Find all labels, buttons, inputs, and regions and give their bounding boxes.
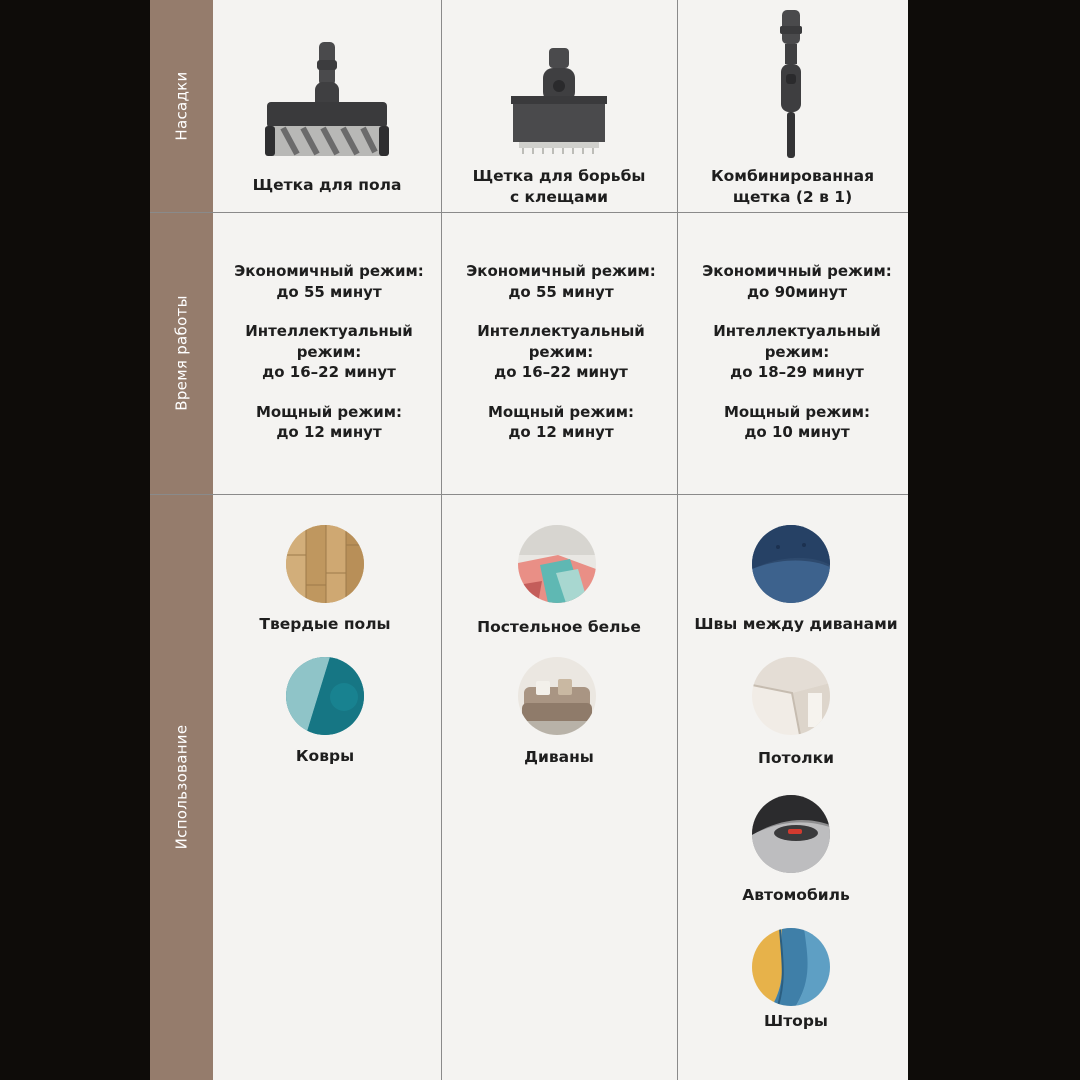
- mite-brush-icon: [503, 44, 615, 156]
- runtime-cell-mite: Экономичный режим: до 55 минут Интеллектуальный режим: до 16–22 минут Мощный режим: до 12 минут: [466, 262, 656, 441]
- smart-mode-label: Интеллектуальный: [713, 322, 881, 340]
- runtime-cell-floor: Экономичный режим: до 55 минут Интеллектуальный режим: до 16–22 минут Мощный режим: до 12 минут: [234, 262, 424, 441]
- usage-label: Постельное белье: [477, 618, 641, 636]
- nozzle-name: Комбинированная щетка (2 в 1): [710, 167, 875, 206]
- power-mode-value: до 10 минут: [744, 423, 850, 441]
- section-sidebar: [150, 0, 213, 1080]
- nozzle-name: Щетка для пола: [252, 176, 402, 194]
- usage-label: Диваны: [524, 748, 594, 766]
- section-label-runtime: Время работы: [172, 295, 191, 411]
- smart-mode-value: до 18–29 минут: [730, 363, 864, 381]
- section-label-usage: Использование: [172, 724, 191, 850]
- smart-mode-label: Интеллектуальный: [245, 322, 413, 340]
- nozzle-cell-floor: [213, 0, 441, 212]
- curtains-icon: [752, 928, 830, 1006]
- smart-mode-value: до 16–22 минут: [262, 363, 396, 381]
- ceiling-icon: [752, 657, 830, 735]
- nozzle-cell-combo: [677, 0, 908, 212]
- usage-label: Автомобиль: [742, 886, 850, 904]
- usage-label: Потолки: [758, 749, 834, 767]
- section-label-nozzles: Насадки: [172, 71, 191, 141]
- carpet-icon: [286, 657, 364, 735]
- nozzle-name: Щетка для борьбы с клещами: [472, 167, 646, 206]
- usage-label: Швы между диванами: [694, 615, 898, 633]
- sofa-icon: [518, 657, 596, 735]
- usage-label: Шторы: [764, 1012, 828, 1030]
- eco-mode-label: Экономичный режим:: [702, 262, 892, 280]
- eco-mode-value: до 55 минут: [276, 282, 382, 301]
- row-divider: [150, 494, 908, 495]
- power-mode-label: Мощный режим:: [487, 402, 635, 421]
- power-mode-value: до 12 минут: [276, 423, 382, 441]
- smart-mode-value: до 16–22 минут: [494, 363, 628, 381]
- power-mode-value: до 12 минут: [508, 423, 614, 441]
- eco-mode-value: до 55 минут: [508, 282, 614, 301]
- usage-label: Ковры: [295, 747, 355, 765]
- row-divider: [150, 212, 908, 213]
- floor-brush-icon: [263, 38, 391, 160]
- usage-label: Твердые полы: [259, 615, 391, 633]
- power-mode-label: Мощный режим:: [255, 402, 403, 421]
- bedding-icon: [518, 525, 596, 603]
- eco-mode-label: Экономичный режим:: [466, 262, 656, 280]
- hardwood-floor-icon: [286, 525, 364, 603]
- eco-mode-label: Экономичный режим:: [234, 262, 424, 280]
- car-interior-icon: [752, 795, 830, 873]
- eco-mode-value: до 90минут: [746, 282, 848, 301]
- smart-mode-label: Интеллектуальный: [477, 322, 645, 340]
- nozzle-cell-mite: [441, 0, 677, 212]
- power-mode-label: Мощный режим:: [723, 402, 871, 421]
- combo-brush-icon: [773, 8, 809, 160]
- runtime-cell-combo: Экономичный режим: до 90минут Интеллектуальный режим: до 18–29 минут Мощный режим: до 10 минут: [702, 262, 892, 441]
- sofa-seam-icon: [752, 525, 830, 603]
